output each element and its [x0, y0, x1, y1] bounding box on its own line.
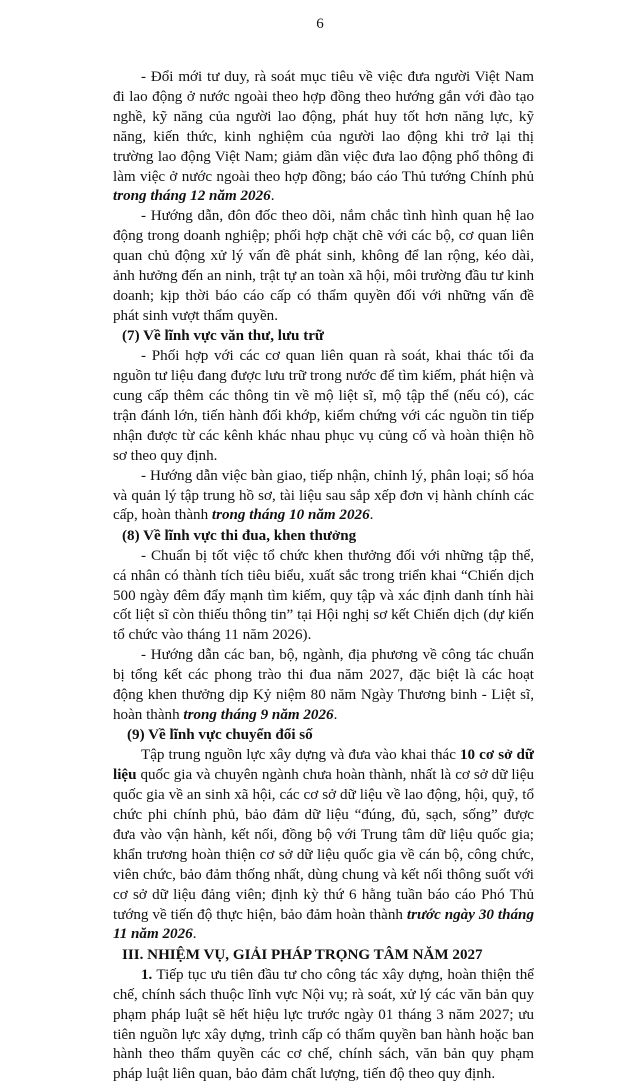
deadline: trong tháng 9 năm 2026	[183, 707, 334, 723]
paragraph-rewards-guidance: - Hướng dẫn các ban, bộ, ngành, địa phương về công tác chuẩn bị tổng kết các phong trào thi đua năm 2027, đặc biệt là các hoạt động khen thưởng dịp Kỷ niệm 80 năm Ngày Thương binh - Liệt sĩ, hoàn thành trong tháng 9 năm 2026.	[113, 647, 534, 723]
database-count: 10 cơ sở dữ liệu	[113, 747, 534, 784]
section-heading-2027: III. NHIỆM VỤ, GIẢI PHÁP TRỌNG TÂM NĂM 2027	[122, 946, 483, 963]
heading-archives: (7) Về lĩnh vực văn thư, lưu trữ	[122, 328, 324, 345]
heading-digital-transformation: (9) Về lĩnh vực chuyển đổi số	[127, 727, 313, 744]
page-number: 6	[316, 16, 324, 32]
paragraph-rewards-campaign: - Chuẩn bị tốt việc tổ chức khen thưởng đối với những tập thể, cá nhân có thành tích tiêu biểu, xuất sắc trong triển khai “Chiến dịch 500 ngày đêm đẩy mạnh tìm kiếm, quy tập và xác định danh tính hài cốt liệt sĩ còn thiếu thông tin” tại Hội nghị sơ kết Chiến dịch (dự kiến tổ chức vào tháng 11 năm 2026).	[113, 547, 534, 644]
deadline: trong tháng 10 năm 2026	[211, 507, 370, 524]
document-body	[113, 68, 534, 1085]
paragraph-labor-relations: - Hướng dẫn, đôn đốc theo dõi, nắm chắc tình hình quan hệ lao động trong doanh nghiệp; phối hợp chặt chẽ với các bộ, cơ quan liên quan chủ động xử lý vấn đề phát sinh, không để lan rộng, kéo dài, ảnh hưởng đến an ninh, trật tự an toàn xã hội, môi trường đầu tư kinh doanh; kịp thời báo cáo cấp có thẩm quyền đối với những vấn đề phát sinh vượt thẩm quyền.	[113, 208, 534, 324]
paragraph-institutions: 1. Tiếp tục ưu tiên đầu tư cho công tác xây dựng, hoàn thiện thể chế, chính sách thuộc lĩnh vực Nội vụ; rà soát, xử lý các văn bản quy phạm pháp luật sẽ hết hiệu lực trước ngày 01 tháng 3 năm 2027; ưu tiên nguồn lực xây dựng, trình cấp có thẩm quyền ban hành hoặc ban hành theo thẩm quyền các cơ chế, chính sách, văn bản quy phạm pháp luật liên quan, bảo đảm chất lượng, tiến độ theo quy định.	[113, 966, 534, 1083]
deadline: trong tháng 12 năm 2026	[113, 188, 271, 205]
deadline: trước ngày 30 tháng 11 năm 2026	[113, 906, 534, 943]
paragraph-databases: Tập trung nguồn lực xây dựng và đưa vào khai thác 10 cơ sở dữ liệu quốc gia và chuyên ngành chưa hoàn thành, nhất là cơ sở dữ liệu quốc gia về an sinh xã hội, các cơ sở dữ liệu về lao động, hội, quỹ, tổ chức phi chính phủ, bảo đảm dữ liệu “đúng, đủ, sạch, sống” được đưa vào vận hành, kết nối, đồng bộ với Trung tâm dữ liệu quốc gia; khẩn trương hoàn thiện cơ sở dữ liệu quốc gia về cán bộ, công chức, viên chức, bảo đảm thống nhất, dùng chung và kết nối thông suốt với cơ sở dữ liệu đảng viên; định kỳ thứ 6 hằng tuần báo cáo Phó Thủ tướng về tiến độ thực hiện, bảo đảm hoàn thành trước ngày 30 tháng 11 năm 2026.	[113, 747, 534, 943]
paragraph-labor-export: - Đổi mới tư duy, rà soát mục tiêu về việc đưa người Việt Nam đi lao động ở nước ngoài theo hợp đồng theo hướng gắn với đào tạo nghề, kỹ năng của người lao động, phát huy tốt hơn năng lực, kỹ năng, kiến thức, kinh nghiệm của người lao động khi trở lại thị trường lao động Việt Nam; giảm dần việc đưa lao động phổ thông đi làm việc ở nước ngoài theo hợp đồng; báo cáo Thủ tướng Chính phủ trong tháng 12 năm 2026.	[113, 69, 534, 205]
paragraph-archive-digitization: - Hướng dẫn việc bàn giao, tiếp nhận, chỉnh lý, phân loại; số hóa và quản lý tập trung hồ sơ, tài liệu sau sắp xếp đơn vị hành chính các cấp, hoàn thành trong tháng 10 năm 2026.	[113, 467, 534, 524]
heading-emulation-rewards: (8) Về lĩnh vực thi đua, khen thưởng	[122, 527, 357, 544]
item-number: 1.	[141, 966, 153, 983]
paragraph-archive-coordination: - Phối hợp với các cơ quan liên quan rà soát, khai thác tối đa nguồn tư liệu đang được lưu trữ trong nước để tìm kiếm, phát hiện và cung cấp thêm các thông tin về mộ liệt sĩ, mộ tập thể (nếu có), các trận đánh lớn, tiến hành đối khớp, kiểm chứng với các nguồn tin tiếp nhận được từ các kênh khác nhau phục vụ củng cố và hoàn thiện hồ sơ theo quy định.	[113, 348, 534, 464]
